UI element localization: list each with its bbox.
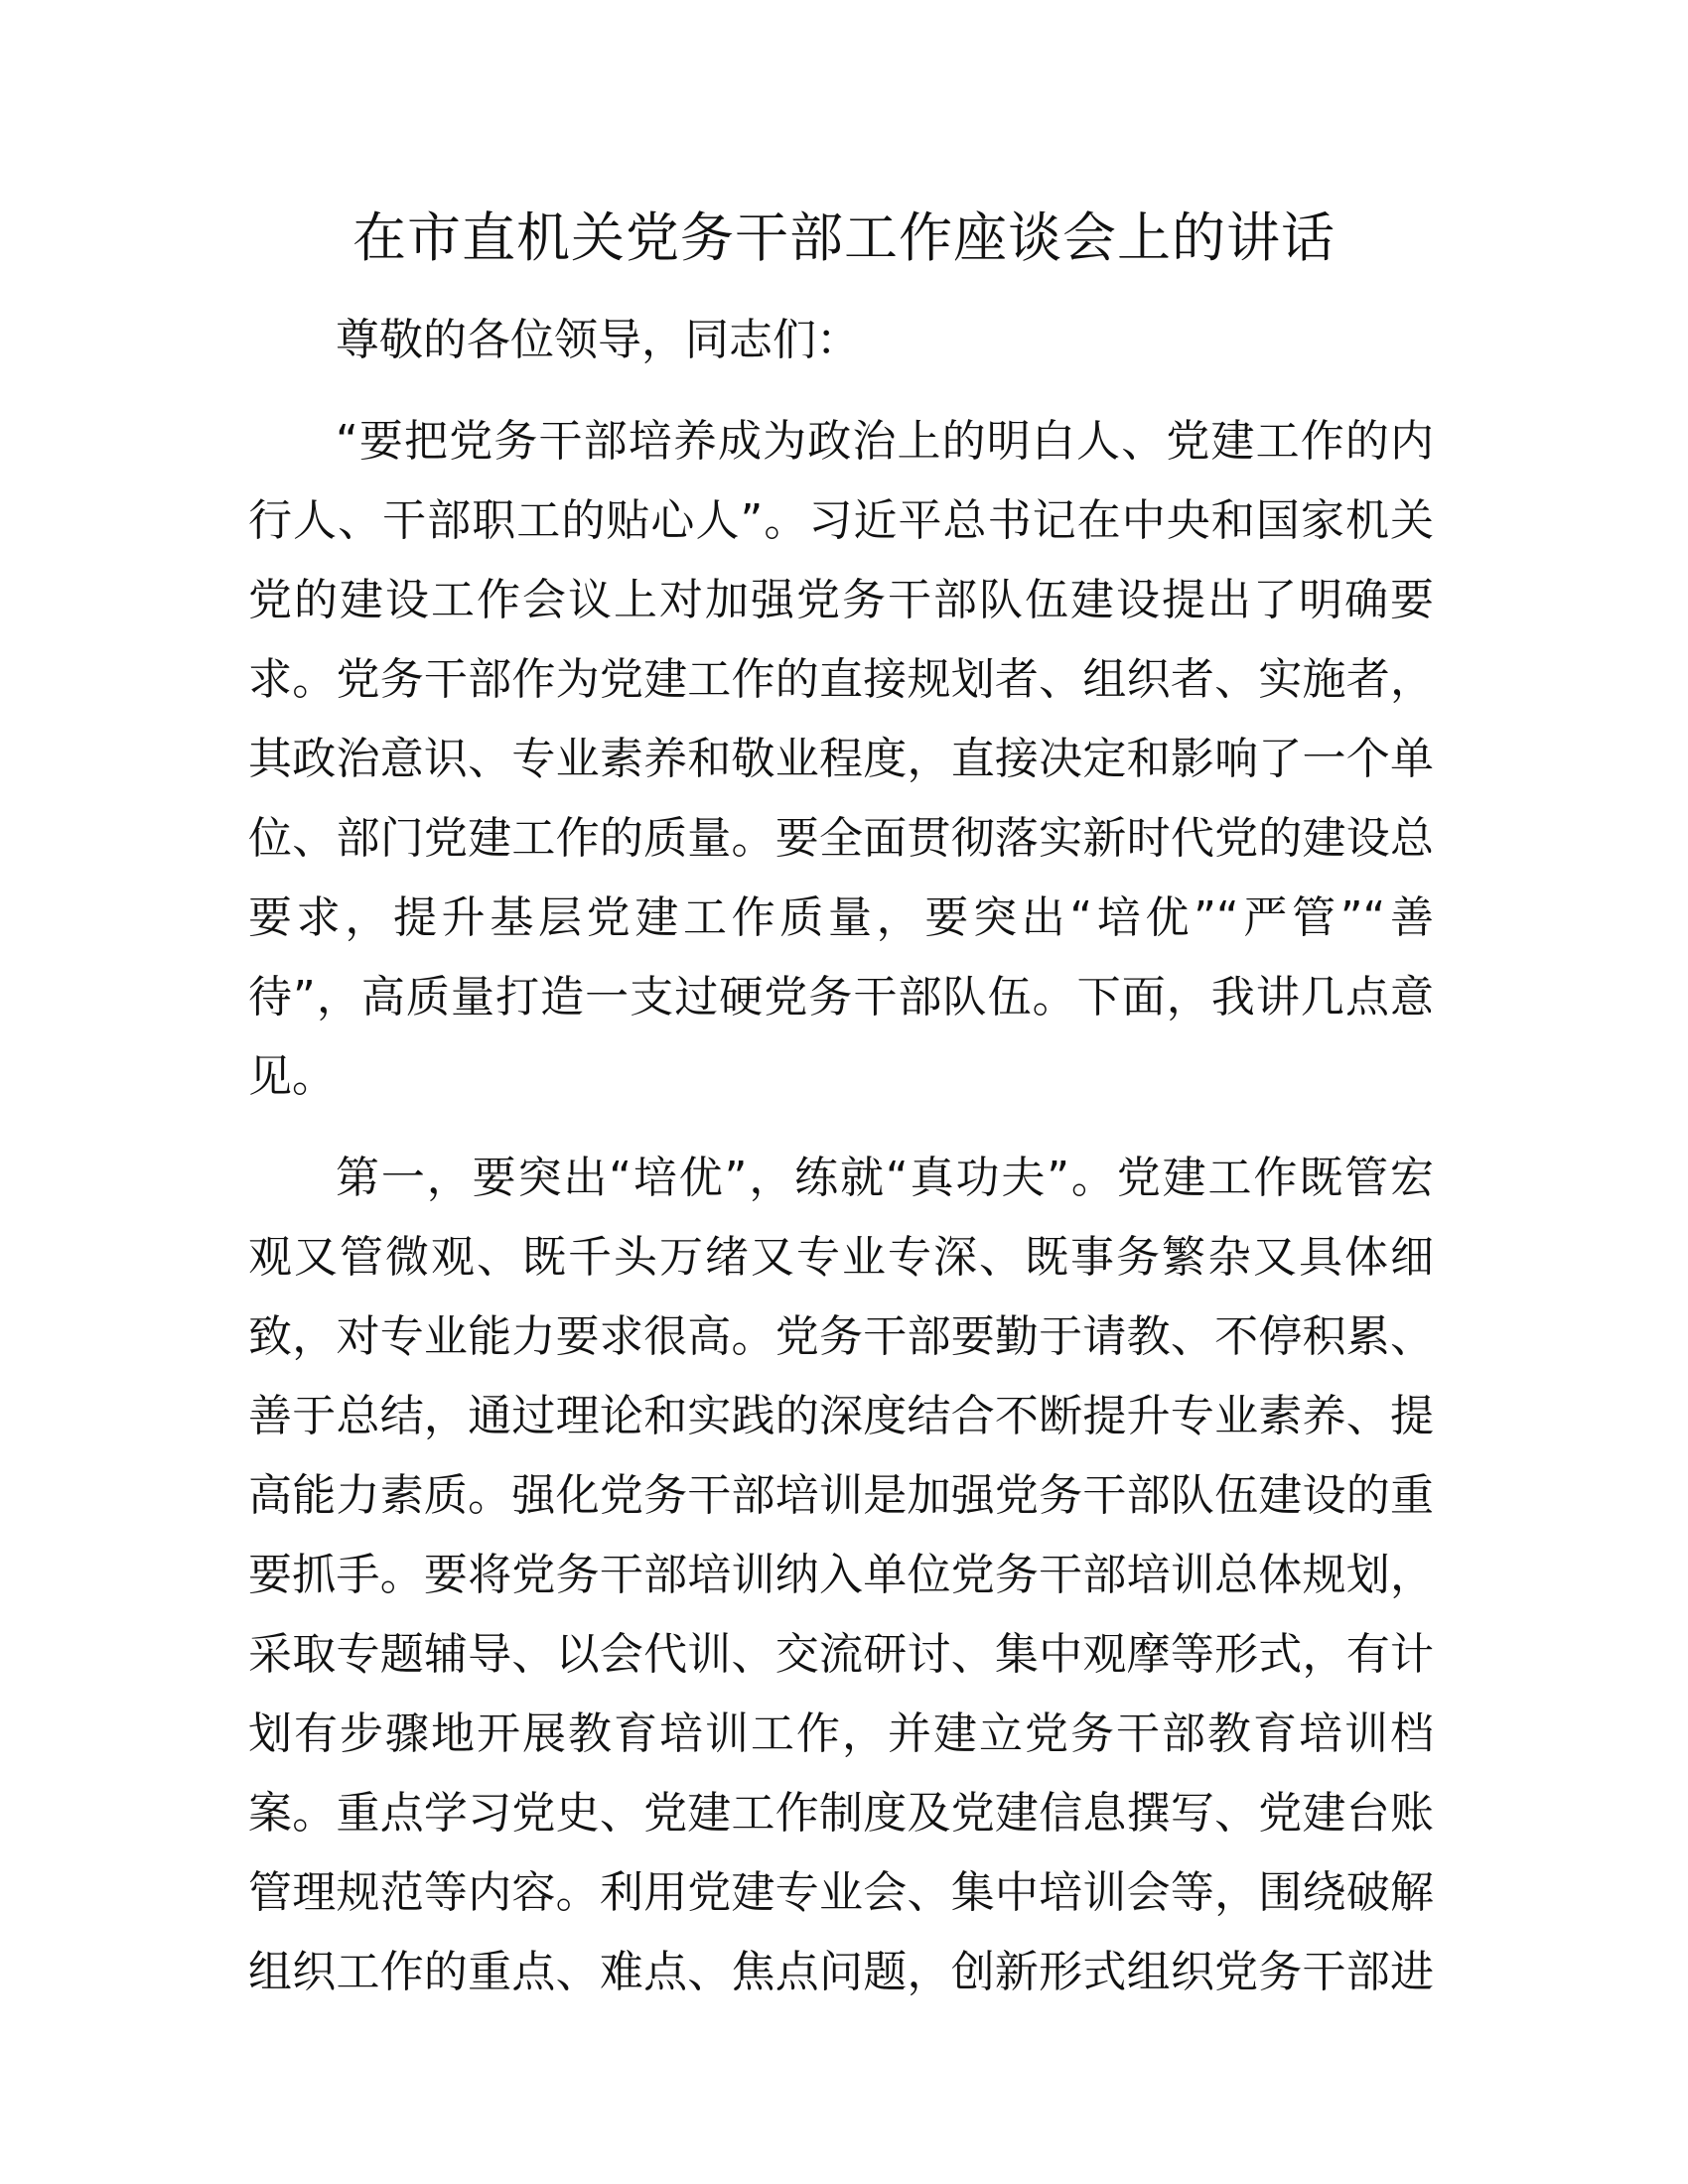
- text-line: 观又管微观、既千头万绪又专业专深、既事务繁杂又具体细: [248, 1232, 1434, 1283]
- text-line: 位、部门党建工作的质量。要全面贯彻落实新时代党的建设总: [248, 813, 1434, 864]
- text-line: 划有步骤地开展教育培训工作，并建立党务干部教育培训档: [248, 1708, 1434, 1759]
- text-line: 组织工作的重点、难点、焦点问题，创新形式组织党务干部进: [248, 1947, 1434, 1997]
- text-line: 其政治意识、专业素养和敬业程度，直接决定和影响了一个单: [248, 734, 1434, 784]
- paragraph-2: [248, 1139, 1434, 2012]
- text-line: 见。: [248, 1051, 336, 1102]
- text-line: 待”，高质量打造一支过硬党务干部队伍。下面，我讲几点意: [248, 972, 1434, 1023]
- text-line: 第一，要突出“培优”，练就“真功夫”。党建工作既管宏: [336, 1153, 1434, 1203]
- document-body: [248, 301, 1434, 2012]
- document-title: 在市直机关党务干部工作座谈会上的讲话: [352, 206, 1336, 269]
- text-line: 高能力素质。强化党务干部培训是加强党务干部队伍建设的重: [248, 1470, 1434, 1521]
- text-line: 善于总结，通过理论和实践的深度结合不断提升专业素养、提: [248, 1391, 1434, 1441]
- text-line: 行人、干部职工的贴心人”。习近平总书记在中央和国家机关: [248, 495, 1434, 546]
- text-line: 管理规范等内容。利用党建专业会、集中培训会等，围绕破解: [248, 1867, 1434, 1918]
- paragraph-1: [248, 402, 1434, 1117]
- text-line: 采取专题辅导、以会代训、交流研讨、集中观摩等形式，有计: [248, 1629, 1434, 1680]
- text-line: 案。重点学习党史、党建工作制度及党建信息撰写、党建台账: [248, 1788, 1434, 1839]
- greeting-line: 尊敬的各位领导，同志们：: [336, 315, 860, 365]
- text-line: 求。党务干部作为党建工作的直接规划者、组织者、实施者，: [248, 654, 1434, 705]
- text-line: 要求，提升基层党建工作质量，要突出“培优”“严管”“善: [248, 892, 1434, 943]
- text-line: 党的建设工作会议上对加强党务干部队伍建设提出了明确要: [248, 575, 1434, 625]
- text-line: 致，对专业能力要求很高。党务干部要勤于请教、不停积累、: [248, 1311, 1434, 1362]
- text-line: 要抓手。要将党务干部培训纳入单位党务干部培训总体规划，: [248, 1550, 1434, 1600]
- text-line: “要把党务干部培养成为政治上的明白人、党建工作的内: [336, 416, 1434, 467]
